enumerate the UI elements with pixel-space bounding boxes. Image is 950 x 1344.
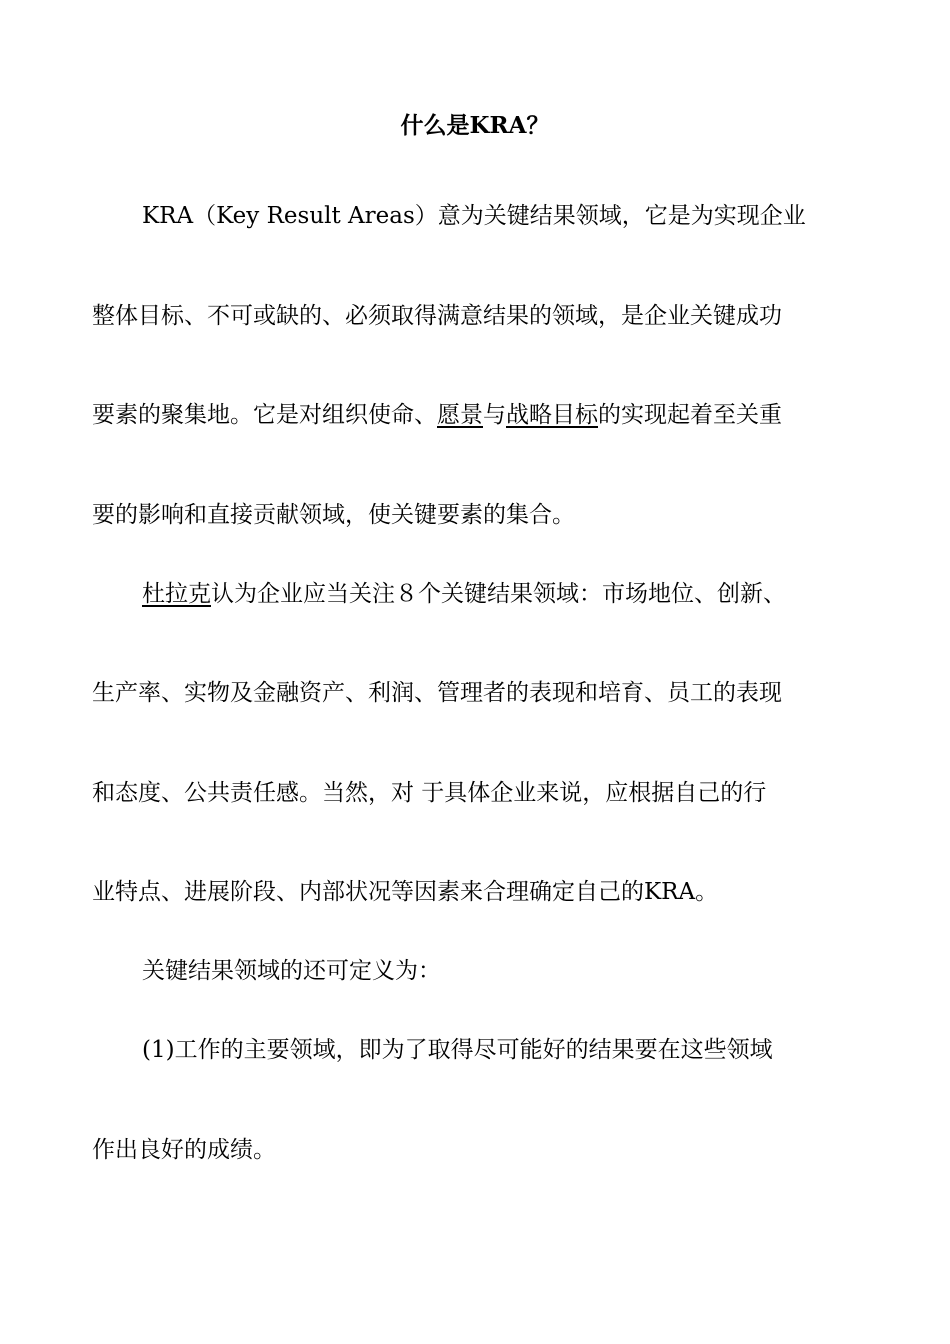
text-segment: 与 xyxy=(483,402,506,428)
paragraph-2-line-3: 和态度、公共责任感。当然，对 于具体企业来说，应根据自己的行 xyxy=(92,780,767,806)
paragraph-3-line-1: 关键结果领域的还可定义为： xyxy=(142,958,441,984)
link-strategic-goal[interactable]: 战略目标 xyxy=(506,402,598,428)
page-title: 什么是KRA？ xyxy=(400,112,550,139)
text-segment: 认为企业应当关注８个关键结果领域：市场地位、创新、 xyxy=(211,581,786,607)
paragraph-2-line-2: 生产率、实物及金融资产、利润、管理者的表现和培育、员工的表现 xyxy=(92,680,782,706)
link-vision[interactable]: 愿景 xyxy=(437,402,483,428)
paragraph-2-line-4: 业特点、进展阶段、内部状况等因素来合理确定自己的KRA。 xyxy=(92,879,719,905)
paragraph-1-line-2: 整体目标、不可或缺的、必须取得满意结果的领域，是企业关键成功 xyxy=(92,303,782,329)
paragraph-1-line-4: 要的影响和直接贡献领域，使关键要素的集合。 xyxy=(92,502,575,528)
paragraph-2-line-1 xyxy=(142,576,862,612)
text-segment: 的实现起着至关重 xyxy=(598,402,782,428)
paragraph-1-line-1: KRA（Key Result Areas）意为关键结果领域，它是为实现企业 xyxy=(142,203,806,229)
paragraph-4-line-2: 作出良好的成绩。 xyxy=(92,1137,276,1163)
paragraph-4-line-1: (1)工作的主要领域，即为了取得尽可能好的结果要在这些领域 xyxy=(142,1037,773,1063)
paragraph-1-line-3 xyxy=(92,397,862,433)
text-segment: 要素的聚集地。它是对组织使命、 xyxy=(92,402,437,428)
link-drucker[interactable]: 杜拉克 xyxy=(142,581,211,607)
